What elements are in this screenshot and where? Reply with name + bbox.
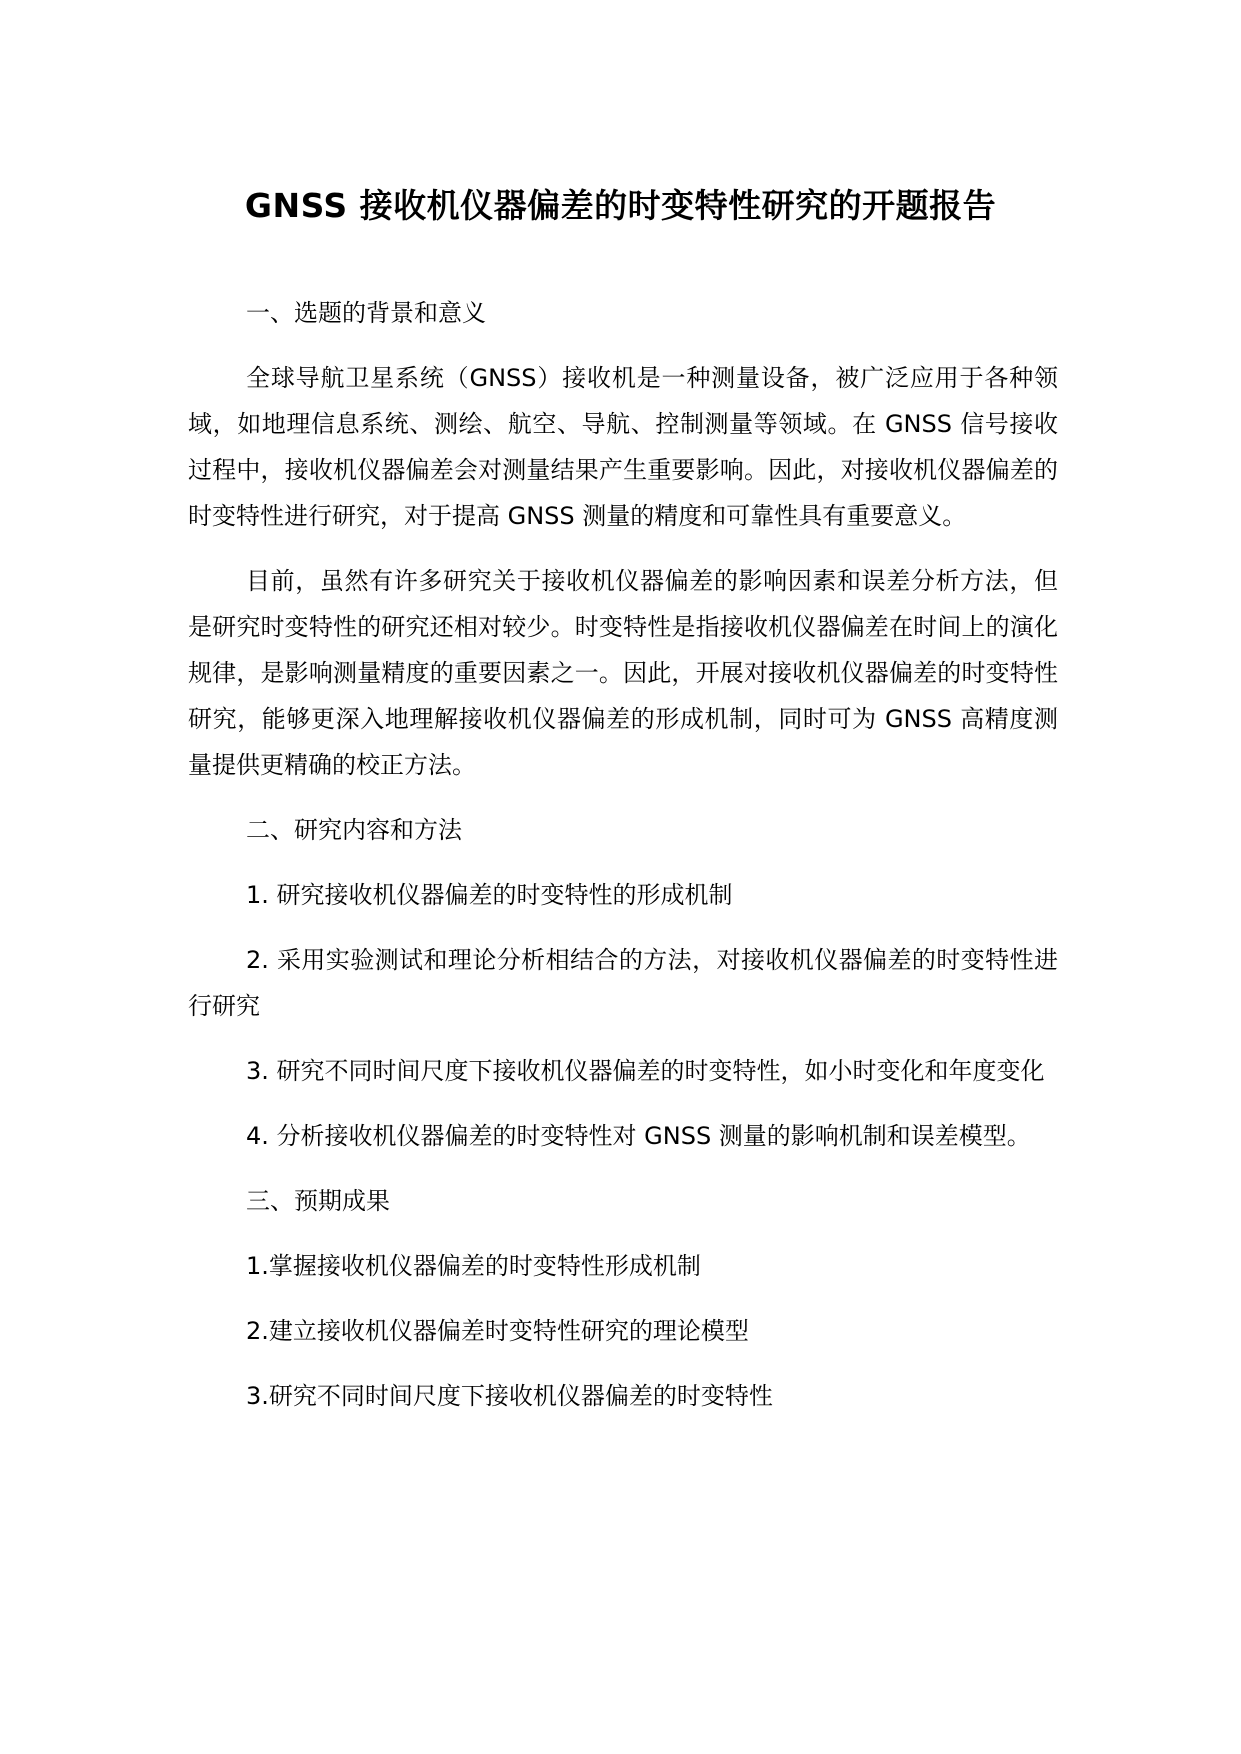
- section-heading-background: 一、选题的背景和意义: [246, 299, 486, 327]
- list-item-content-2: 2. 采用实验测试和理论分析相结合的方法，对接收机仪器偏差的时变特性进行研究: [188, 946, 1058, 1020]
- document-body: [188, 290, 1058, 1419]
- list-item-result-2: 2.建立接收机仪器偏差时变特性研究的理论模型: [246, 1317, 749, 1345]
- list-item-content-1: 1. 研究接收机仪器偏差的时变特性的形成机制: [246, 881, 733, 909]
- list-item-result-1: 1.掌握接收机仪器偏差的时变特性形成机制: [246, 1252, 701, 1280]
- list-item-result-3: 3.研究不同时间尺度下接收机仪器偏差的时变特性: [246, 1382, 773, 1410]
- section-heading-expected-results: 三、预期成果: [246, 1187, 390, 1215]
- document-title: GNSS 接收机仪器偏差的时变特性研究的开题报告: [244, 186, 997, 225]
- paragraph-background-2: 目前，虽然有许多研究关于接收机仪器偏差的影响因素和误差分析方法，但是研究时变特性的研究还相对较少。时变特性是指接收机仪器偏差在时间上的演化规律，是影响测量精度的重要因素之一。因此，开展对接收机仪器偏差的时变特性研究，能够更深入地理解接收机仪器偏差的形成机制，同时可为 GNSS 高精度测量提供更精确的校正方法。: [188, 567, 1058, 779]
- list-item-content-4: 4. 分析接收机仪器偏差的时变特性对 GNSS 测量的影响机制和误差模型。: [246, 1122, 1031, 1150]
- section-heading-content-methods: 二、研究内容和方法: [246, 816, 462, 844]
- paragraph-background-1: 全球导航卫星系统（GNSS）接收机是一种测量设备，被广泛应用于各种领域，如地理信息系统、测绘、航空、导航、控制测量等领域。在 GNSS 信号接收过程中，接收机仪器偏差会对测量结果产生重要影响。因此，对接收机仪器偏差的时变特性进行研究，对于提高 GNSS 测量的精度和可靠性具有重要意义。: [188, 364, 1058, 530]
- list-item-content-3: 3. 研究不同时间尺度下接收机仪器偏差的时变特性，如小时变化和年度变化: [246, 1057, 1045, 1085]
